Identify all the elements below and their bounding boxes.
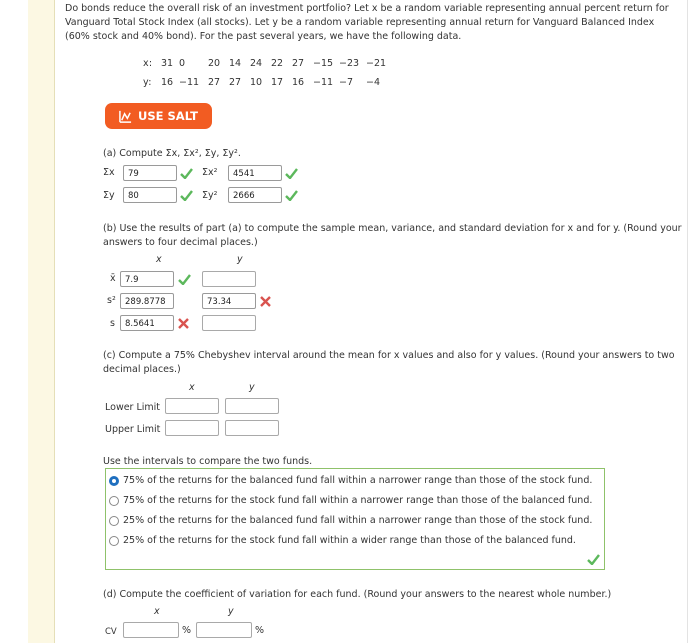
- radio[interactable]: [109, 516, 119, 526]
- y-value-cell: −7: [339, 77, 354, 88]
- cv-label: CV: [105, 627, 117, 637]
- x-value-cell: 24: [250, 58, 263, 69]
- y-value-cell: −4: [366, 77, 381, 88]
- check-icon: [285, 168, 298, 179]
- option-row[interactable]: [109, 475, 592, 486]
- part-b-col-y: y: [237, 254, 243, 265]
- option-row[interactable]: [109, 535, 576, 546]
- y-value-cell: 27: [229, 77, 242, 88]
- incorrect-icon: [260, 296, 271, 307]
- sd-y-input[interactable]: [202, 315, 256, 331]
- option-label: 25% of the returns for the balanced fund fall within a narrower range than those of the stock fund.: [123, 515, 593, 526]
- x-value-cell: −15: [313, 58, 334, 69]
- sum-y2-label: Σy²: [202, 190, 218, 201]
- y-value-cell: −11: [313, 77, 334, 88]
- variance-label: s²: [107, 295, 116, 306]
- use-salt-label: USE SALT: [138, 109, 198, 123]
- incorrect-icon: [178, 318, 189, 329]
- part-c-col-y: y: [249, 382, 255, 393]
- cv-x-input[interactable]: [123, 622, 179, 638]
- y-value-cell: 16: [161, 77, 174, 88]
- option-label: 75% of the returns for the balanced fund fall within a narrower range than those of the stock fund.: [123, 475, 593, 486]
- radio-selected[interactable]: [109, 476, 119, 486]
- sum-x-input[interactable]: 79: [123, 165, 177, 181]
- variance-y-input[interactable]: 73.34: [202, 293, 256, 309]
- question-intro: Do bonds reduce the overall risk of an investment portfolio? Let x be a random variable representing annual percent return for Vanguard Total Stock Index (all stocks). Let y be a random variable representing annual return for Vanguard Balanced Index (60% stock and 40% bond). For the past several years, we have the following data.: [65, 3, 669, 42]
- x-value-cell: 22: [271, 58, 284, 69]
- y-value-cell: −11: [179, 77, 200, 88]
- cv-y-percent: %: [255, 625, 265, 636]
- radio[interactable]: [109, 496, 119, 506]
- part-d-prompt: (d) Compute the coefficient of variation for each fund. (Round your answers to the nearest whole number.): [103, 589, 612, 600]
- y-value-cell: 17: [271, 77, 284, 88]
- y-value-cell: 16: [292, 77, 305, 88]
- x-value-cell: 14: [229, 58, 242, 69]
- part-d-col-y: y: [228, 606, 234, 617]
- sum-x2-input[interactable]: 4541: [228, 165, 282, 181]
- part-b-prompt: (b) Use the results of part (a) to compute the sample mean, variance, and standard deviation for x and for y. (Round your answers to four decimal places.): [103, 223, 682, 248]
- mean-y-input[interactable]: [202, 271, 256, 287]
- variance-x-input[interactable]: 289.8778: [120, 293, 174, 309]
- x-value-cell: 0: [179, 58, 186, 69]
- mean-x-input[interactable]: 7.9: [120, 271, 174, 287]
- y-value-cell: 10: [250, 77, 263, 88]
- cv-x-percent: %: [182, 625, 192, 636]
- salt-chart-icon: [119, 110, 132, 123]
- part-c-col-x: x: [189, 382, 195, 393]
- right-border: [687, 0, 688, 643]
- x-value-cell: 31: [161, 58, 174, 69]
- lower-limit-x-input[interactable]: [165, 398, 219, 414]
- check-icon: [180, 168, 193, 179]
- check-icon: [285, 190, 298, 201]
- lower-limit-y-input[interactable]: [225, 398, 279, 414]
- x-value-cell: −23: [339, 58, 360, 69]
- part-a-prompt: (a) Compute Σx, Σx², Σy, Σy².: [103, 148, 241, 159]
- compare-prompt: Use the intervals to compare the two funds.: [103, 456, 313, 467]
- check-icon: [587, 554, 600, 565]
- check-icon: [180, 190, 193, 201]
- x-value-cell: −21: [366, 58, 387, 69]
- sd-label: s: [110, 318, 115, 329]
- part-b-col-x: x: [156, 254, 162, 265]
- y-data-row: [143, 77, 152, 88]
- mean-label: x̄: [110, 273, 116, 284]
- option-label: 25% of the returns for the stock fund fall within a wider range than those of the balanced fund.: [123, 535, 576, 546]
- sum-y-input[interactable]: 80: [123, 187, 177, 203]
- x-value-cell: 20: [208, 58, 221, 69]
- x-data-row: [143, 58, 152, 69]
- part-c-prompt: (c) Compute a 75% Chebyshev interval around the mean for x values and also for y values. (Round your answers to two decimal places.): [103, 350, 675, 375]
- part-d-col-x: x: [154, 606, 160, 617]
- sum-y-label: Σy: [103, 190, 115, 201]
- use-salt-button[interactable]: [105, 103, 212, 129]
- option-row[interactable]: [109, 495, 592, 506]
- radio[interactable]: [109, 536, 119, 546]
- option-row[interactable]: [109, 515, 592, 526]
- sum-x-label: Σx: [103, 167, 115, 178]
- lower-limit-label: Lower Limit: [105, 402, 161, 413]
- cv-y-input[interactable]: [196, 622, 252, 638]
- sum-y2-input[interactable]: 2666: [228, 187, 282, 203]
- left-margin-bar: [28, 0, 55, 643]
- sum-x2-label: Σx²: [202, 167, 218, 178]
- x-row-label: x:: [143, 58, 153, 69]
- sd-x-input[interactable]: 8.5641: [120, 315, 174, 331]
- x-value-cell: 27: [292, 58, 305, 69]
- upper-limit-x-input[interactable]: [165, 420, 219, 436]
- upper-limit-label: Upper Limit: [105, 424, 161, 435]
- option-label: 75% of the returns for the stock fund fall within a narrower range than those of the balanced fund.: [123, 495, 593, 506]
- y-value-cell: 27: [208, 77, 221, 88]
- fund-comparison-options: [105, 468, 605, 570]
- upper-limit-y-input[interactable]: [225, 420, 279, 436]
- check-icon: [178, 274, 191, 285]
- y-row-label: y:: [143, 77, 152, 88]
